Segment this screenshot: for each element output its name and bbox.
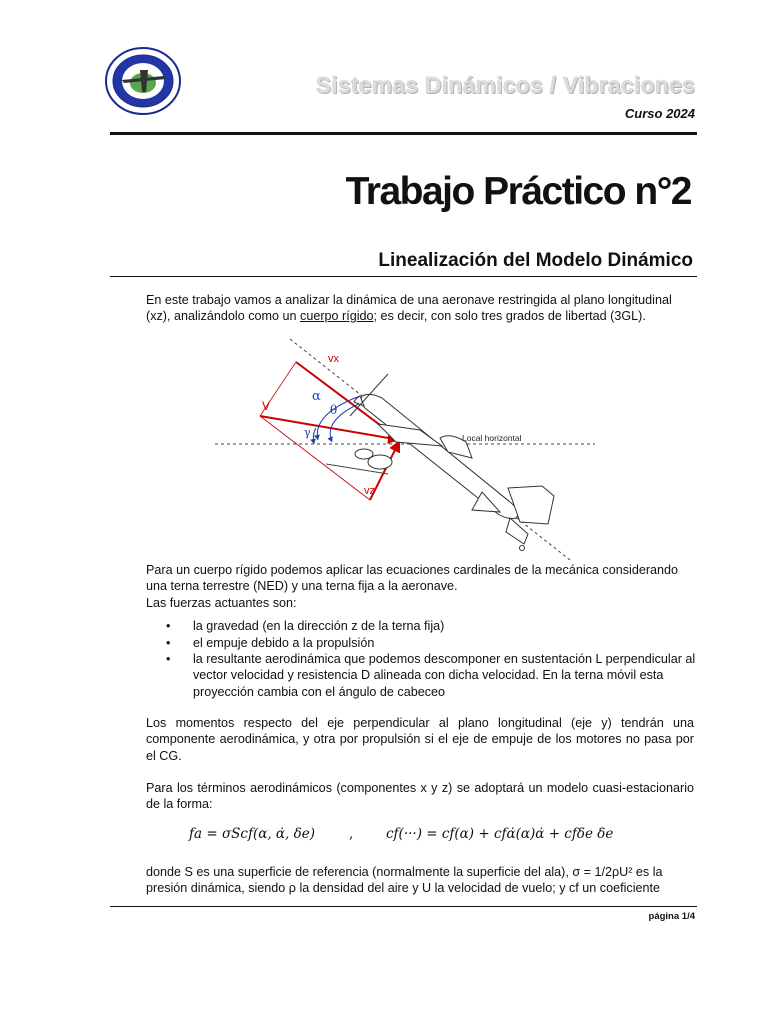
rigid-body-link[interactable]: cuerpo rígido — [300, 309, 374, 324]
p1-line-3: Las fuerzas actuantes son: — [146, 595, 297, 610]
label-vx: vx — [328, 353, 339, 365]
intro-line-1: En este trabajo vamos a analizar la dinámica de una aeronave restringida al plano longitudinal — [146, 293, 672, 307]
department-logo — [104, 46, 182, 116]
list-item: • el empuje debido a la propulsión — [166, 635, 375, 650]
intro-line-2b: ; es decir, con solo tres grados de libertad (3GL). — [373, 309, 646, 324]
document-subtitle: Linealización del Modelo Dinámico — [378, 250, 693, 271]
forces-paragraph — [146, 562, 694, 611]
bullet-glyph: • — [166, 619, 171, 633]
label-v: V — [262, 399, 271, 413]
definitions-paragraph — [146, 864, 694, 897]
aircraft-diagram — [210, 334, 600, 560]
bullet-glyph: • — [166, 635, 171, 650]
aircraft-drawing — [326, 374, 554, 551]
p1-line-2: una terna terrestre (NED) y una terna fija a la aeronave. — [146, 579, 458, 594]
label-local-horizontal: Local horizontal — [462, 433, 522, 443]
label-vz: vz — [364, 485, 375, 497]
document-title: Trabajo Práctico n°2 — [345, 170, 691, 213]
subtitle-rule — [110, 276, 697, 277]
label-alpha: α — [312, 389, 321, 404]
p4-line-2: presión dinámica, siendo ρ la densidad del aire y U la velocidad de vuelo; y cf un coeficiente — [146, 881, 661, 896]
bullet-glyph: • — [166, 652, 171, 667]
alpha-arc — [317, 396, 360, 440]
header-rule — [110, 132, 697, 135]
label-gamma: γ — [304, 426, 311, 439]
forces-list — [166, 618, 696, 700]
intro-line-2a: (xz), analizándolo como un — [146, 309, 301, 324]
p4-line-1: donde S es una superficie de referencia (normalmente la superficie del ala), σ = 1/2ρU² es la — [146, 865, 663, 879]
p1-line-1: Para un cuerpo rígido podemos aplicar las ecuaciones cardinales de la mecánica considerando — [146, 563, 679, 577]
equation-coefficient: cf(···) = cf(α) + cfα̇(α)α̇ + cfδe δe — [386, 826, 614, 842]
equation-force: fa = σScf(α, α̇, δe) — [189, 826, 316, 842]
aero-model-paragraph: Para los términos aerodinámicos (componentes x y z) se adoptará un modelo cuasi-estacionario de la forma: — [146, 781, 694, 812]
label-theta: θ — [330, 403, 338, 417]
gamma-arc — [313, 428, 316, 444]
course-year: Curso 2024 — [624, 106, 695, 121]
intro-paragraph — [146, 292, 694, 325]
footer-rule — [110, 906, 697, 907]
list-item: • la gravedad (en la dirección z de la terna fija) — [166, 619, 445, 633]
moments-paragraph: Los momentos respecto del eje perpendicular al plano longitudinal (eje y) tendrán una componente aerodinámica, y otra por propulsión si el eje de empuje de los motores no pasa por el CG. — [146, 716, 694, 763]
page-number: página 1/4 — [648, 911, 695, 922]
course-title: Sistemas Dinámicos / Vibraciones — [315, 72, 695, 98]
list-item: • la resultante aerodinámica que podemos descomponer en sustentación L perpendicular al vector velocidad y resistencia D alineada con dicha velocidad. En la terna móvil esta proyección cambia con el ángulo de cabeceo — [166, 652, 696, 699]
equation-separator: , — [349, 826, 354, 842]
